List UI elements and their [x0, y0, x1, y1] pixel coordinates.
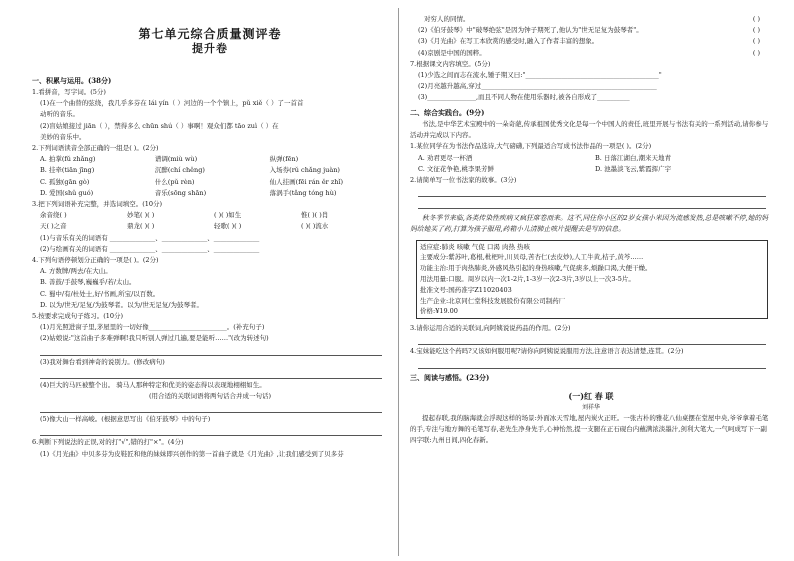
idiom-blank: 轻歌( )( ): [214, 222, 242, 231]
fill-text: (3): [418, 93, 428, 102]
option: A. 劝君更尽一杯酒: [418, 153, 473, 162]
option: 音乐(sōng shān): [154, 188, 207, 197]
judgement-item: [410, 14, 772, 25]
sentence-task: (2)姑娘说:"这首曲子多难弹啊!我只听别人弹过几遍,要是能听……"(改为转述句): [40, 334, 269, 343]
question-stem: 2.下列词语读音全部正确的一组是( )。(2分): [32, 144, 159, 153]
answer-line[interactable]: [40, 402, 382, 413]
idiom-blank: ( )( )流水: [301, 222, 329, 231]
option: B. 挂牵(tiān jīng): [40, 166, 95, 175]
fill-line: (1)与音乐有关的词语有 ______________、______________、______________: [40, 233, 260, 242]
idiom-blank: 余音绕( ): [40, 211, 67, 220]
option: 沉醉(chí chěng): [154, 166, 205, 175]
answer-line[interactable]: [418, 186, 766, 197]
sentence-task-note: (用合适的关联词语将两句话合并成一句话): [148, 392, 272, 401]
question-stem: 4.下列句语停顿划分正确的一项是( )。(2分): [32, 256, 159, 265]
idiom-row: [32, 221, 388, 232]
exam-subtitle: 提升卷: [192, 42, 228, 55]
option: 入场券(rǔ chǎng juàn): [269, 166, 340, 175]
judgement-mark[interactable]: ( ): [752, 26, 760, 35]
option: B. 善鼓/手鼓琴,巍巍乎/若/太山。: [40, 278, 136, 287]
column-divider: [398, 8, 399, 556]
option-row: [410, 153, 772, 164]
question-line: 动听的音乐。: [40, 110, 79, 119]
idiom-blank: 天( )之音: [40, 222, 67, 231]
option: A. 拍掌(fǔ zhǎng): [40, 155, 96, 164]
option: C. 蜀中/有/杜处士,好/书画,所宝/以百数。: [40, 289, 160, 298]
fill-line: (3)_______________,而且不同人物在使用乐器时,被各自形成了__________: [418, 93, 630, 102]
exam-title: 第七单元综合质量测评卷: [138, 27, 282, 41]
option: 什么(pǔ rèn): [154, 177, 195, 186]
answer-line[interactable]: [40, 345, 382, 356]
idiom-blank: ( )( )如生: [214, 211, 242, 220]
question-stem: 5.按要求完成句子练习。(10分): [32, 312, 124, 321]
option: 落涡手(tǎng tóng hù): [269, 188, 337, 197]
option: 仙人挂画(fēi rán ěr zhǐ): [269, 177, 344, 186]
question-stem: 3.请你运用合适的关联词,向阿姨说说药品的作用。(2分): [410, 324, 571, 333]
question-line: (2)盲姑娘接过 jiān（ ），禁得多么 chūn shú（ ）事啊！观众们都 tāo zuì（ ）在: [40, 121, 279, 130]
fill-line: (2)与绘画有关的词语有 ______________、______________、______________: [40, 244, 260, 253]
label-line: 适应症:肺炎 咳嗽 气促 口渴 肉热 热咳: [420, 242, 531, 251]
option-row: [32, 177, 388, 188]
question-stem: 7.根据课文内容填空。(5分): [410, 59, 491, 68]
question-stem: 1.看拼音，写字词。(5分): [32, 88, 106, 96]
sentence-task: (4)巨大的马匹被整个出。 骑马人那种特定和优美的姿态得以表现地栩栩如生。: [40, 380, 266, 389]
option: C. 文征花争艳,桃李果芳鲜: [418, 164, 494, 173]
sentence-task: (3)我对舞台看到神奇的说别力。(修改病句): [40, 357, 165, 366]
fill-text: ,而且不同人物在使用乐器时,被各自形成了: [475, 93, 598, 102]
fill-text: (1)少选之间而志在流水,锺子期又曰:": [418, 71, 526, 80]
sentence-task: (1)月光照进窗子里,茅屋里的一切好像________________________。(补充句子): [40, 323, 265, 332]
idiom-blank: 惟( )( )肖: [301, 211, 329, 220]
question-line: 美妙的音乐中。: [40, 132, 86, 141]
judgement-text: (4)京剧是中国的国粹。: [418, 48, 486, 57]
idiom-row: [32, 210, 388, 221]
label-line: 主要成分:紫苏叶,葛根,枇杷叶,川贝母,苦杏仁(去皮炒),人工牛黄,桔子,黄芩……: [420, 253, 644, 262]
question-stem: 4.宝妹能吃这个药吗?又该如何服用呢?请你向阿姨说说服用方法,注意语言表达清楚,连贯。(2分): [410, 347, 684, 356]
question-stem: 2.请简单写一位书法家的故事。(3分): [410, 176, 517, 185]
question-line: (1)在一个曲替的弦绕，我几乎多芬在 lái yín（ ）河边的一个个镇上，pǔ xiě（ ）了一首首: [40, 99, 304, 108]
fill-line: (2)月亮越升越高,穿过______________________________________________________: [418, 82, 657, 91]
answer-line[interactable]: [418, 334, 766, 345]
idiom-blank: 妙笔( )( ): [127, 211, 155, 220]
judgement-text: 对穷人的同情。: [424, 15, 470, 23]
label-line: 价格:¥19.00: [420, 307, 458, 316]
answer-line[interactable]: [40, 425, 382, 436]
judgement-text: (2)《伯牙鼓琴》中"破琴绝弦"是因为钟子期死了,他认为"世无足复为鼓琴者"。: [418, 26, 643, 35]
judgement-mark[interactable]: ( ): [752, 15, 760, 23]
section-heading: 二、综合实践台。(9分): [410, 107, 485, 117]
label-line: 生产企业:北京同仁堂科技发展股份有限公司制药厂: [420, 296, 566, 305]
fill-line: (1)少选之间而志在流水,锺子期又曰:"_________________________________________": [418, 71, 662, 80]
task-text: (1)月光照进窗子里,茅屋里的一切好像: [40, 323, 149, 332]
section-heading: 一、积累与运用。(38分): [32, 76, 112, 85]
question-stem: 3.把下列词语补充完整，并选词填空。(10分): [32, 200, 163, 209]
judgement-item: (1)《月光曲》中贝多芬为皮鞋匠和他的妹妹即兴创作的第一首曲子就是《月光曲》,让我们感受到了贝多芬: [40, 449, 344, 458]
option-row: [32, 165, 388, 176]
left-column: [32, 0, 388, 460]
section-heading: 三、阅读与感悟。(23分): [410, 372, 490, 382]
idiom-blank: 鼎龙( )( ): [127, 222, 155, 231]
option: 谱调(miù wù): [154, 155, 198, 164]
option: A. 方数牌/两去/在大山。: [40, 267, 112, 276]
scenario-text: 秋冬季节来临,各类传染性疾病又疯狂席卷而来。这不,同住你小区的2岁女孩小米因为流感发热,总是咳嗽不停,她的妈妈给她买了药,打算为孩子服用,药箱小儿清肺止咳片提醒去是写的信息。: [410, 214, 769, 234]
fill-label: (2)与绘画有关的词语有: [40, 244, 108, 253]
article-author: 刘祥华: [581, 403, 600, 411]
question-stem: 6.判断下列说法的正误,对的打"√",错的打"×"。(4分): [32, 438, 184, 447]
option: D. 以为/世无/足复/为鼓琴者。以为/世无足复/为鼓琴者。: [40, 300, 204, 309]
article-paragraph: 提起春联,我的脑海就会浮现这样的场景:外面冰天雪地,屋内炭火正旺。一张古朴的雅花八仙桌摆在堂屋中央,爷爷拿着毛笔的手,专注与地方舞的毛笔写春,老先生净身先手,心神怡然,提一支腿在正石砚台内蘸满浓淡墨汁,剑利大笔大,一气呵成写下一副四字联:九州日间,四化春新。: [410, 413, 769, 445]
answer-line[interactable]: [418, 198, 766, 209]
judgement-item: [410, 36, 772, 47]
question-stem: 1.某位同学在为书法作品选诗,大气磅礴,下列最适合写成书法作品的一项是( )。(2分): [410, 142, 652, 151]
option-row: [32, 154, 388, 165]
section-intro: 书法,是中华艺术宝殿中的一朵奇葩,传承祖国优秀文化是每一个中国人的责任,班里开展与书法有关的一系列活动,请你参与活动并完成以下内容。: [410, 119, 769, 140]
option: C. 孤独(gān gò): [40, 177, 90, 186]
option: B. 日落江湖白,潮来天地青: [595, 153, 671, 162]
judgement-mark[interactable]: ( ): [752, 37, 760, 46]
article-title: (一)红 春 联: [568, 390, 614, 401]
judgement-item: [410, 25, 772, 36]
answer-line[interactable]: [40, 368, 382, 379]
option: 纵弹(fēn): [269, 155, 299, 164]
option: D. 池墨淡飞云,紫霞挥广宇: [595, 164, 672, 173]
judgement-text: (3)《月光曲》在写工本欣赏的感受时,融入了作者丰富的想象。: [418, 37, 599, 46]
label-line: 用法用量:口服。周岁以内一次1-2片,1-3岁一次2-3片,3岁以上一次3-5片。: [420, 275, 635, 284]
task-note: 。(补充句子): [226, 323, 265, 332]
judgement-item: [410, 48, 772, 59]
medicine-label-box: [416, 240, 768, 320]
option: D. 爱国(shǔ guó): [40, 188, 94, 197]
answer-line[interactable]: [418, 358, 766, 369]
fill-text: (2)月亮越升越高,穿过: [418, 82, 482, 91]
sentence-task: (5)像大山一样高峻。(根据意思写出《伯牙鼓琴》中的句子): [40, 415, 211, 424]
fill-label: (1)与音乐有关的词语有: [40, 233, 108, 242]
option-row: [32, 188, 388, 199]
right-column: [410, 0, 772, 447]
option-row: [410, 164, 772, 175]
judgement-mark[interactable]: ( ): [752, 48, 760, 57]
label-line: 批准文号:国药准字Z11020403: [420, 285, 512, 294]
label-line: 功能主治:用于肉热肺炎,外感风热引起的身热咳嗽,气促痰多,烦躁口渴,大便干燥。: [420, 264, 652, 273]
